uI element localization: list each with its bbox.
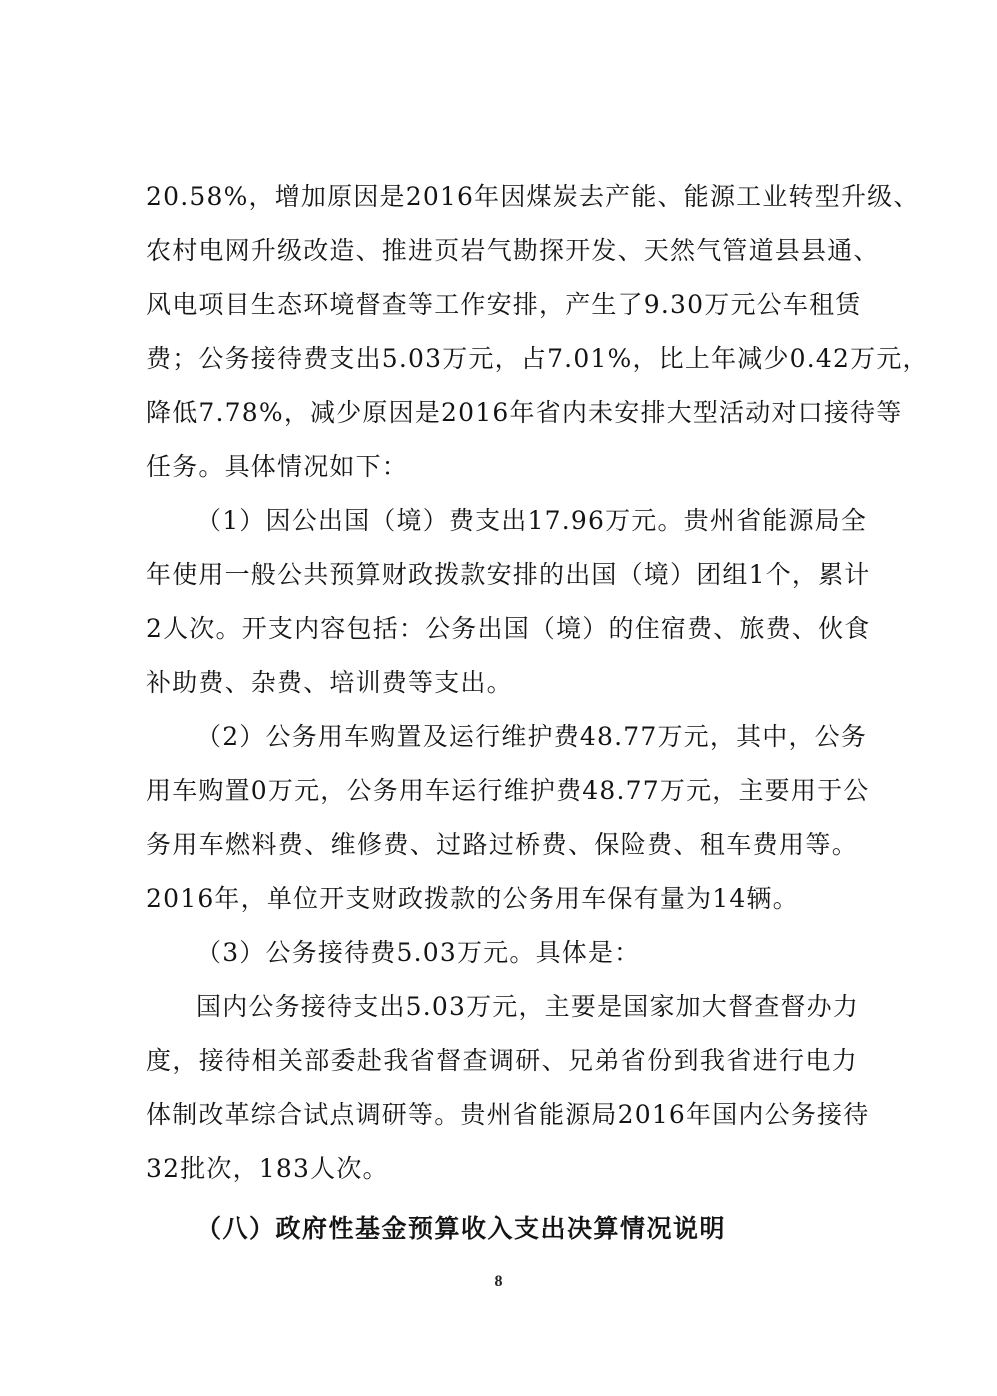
paragraph-line: 度，接待相关部委赴我省督查调研、兄弟省份到我省进行电力	[146, 1046, 858, 1075]
body-text	[146, 170, 929, 1256]
paragraph-line: 20.58%，增加原因是2016年因煤炭去产能、能源工业转型升级、	[146, 182, 920, 211]
section-heading: （八）政府性基金预算收入支出决算情况说明	[196, 1214, 727, 1243]
paragraph-line: 年使用一般公共预算财政拨款安排的出国（境）团组1个，累计	[146, 560, 871, 589]
paragraph-line: 务用车燃料费、维修费、过路过桥费、保险费、租车费用等。	[146, 830, 858, 859]
paragraph-line: （3）公务接待费5.03万元。具体是：	[196, 938, 641, 967]
paragraph-line: （1）因公出国（境）费支出17.96万元。贵州省能源局全	[196, 506, 868, 535]
paragraph-line: 任务。具体情况如下：	[146, 452, 409, 481]
paragraph-line: 32批次，183人次。	[146, 1154, 389, 1183]
paragraph-line: 降低7.78%，减少原因是2016年省内未安排大型活动对口接待等	[146, 398, 903, 427]
paragraph-line: 体制改革综合试点调研等。贵州省能源局2016年国内公务接待	[146, 1100, 870, 1129]
paragraph-line: 2人次。开支内容包括：公务出国（境）的住宿费、旅费、伙食	[146, 614, 871, 643]
paragraph-line: 2016年，单位开支财政拨款的公务用车保有量为14辆。	[146, 884, 799, 913]
page-number: 8	[494, 1273, 503, 1290]
paragraph-line: （2）公务用车购置及运行维护费48.77万元，其中，公务	[196, 722, 868, 751]
paragraph-line: 用车购置0万元，公务用车运行维护费48.77万元，主要用于公	[146, 776, 870, 805]
paragraph-line: 风电项目生态环境督查等工作安排，产生了9.30万元公车租赁	[146, 290, 862, 319]
paragraph-line: 补助费、杂费、培训费等支出。	[146, 668, 513, 697]
paragraph-line: 费；公务接待费支出5.03万元，占7.01%，比上年减少0.42万元，	[146, 344, 929, 373]
paragraph-line: 国内公务接待支出5.03万元，主要是国家加大督查督办力	[196, 992, 860, 1021]
paragraph-line: 农村电网升级改造、推进页岩气勘探开发、天然气管道县县通、	[146, 236, 880, 265]
